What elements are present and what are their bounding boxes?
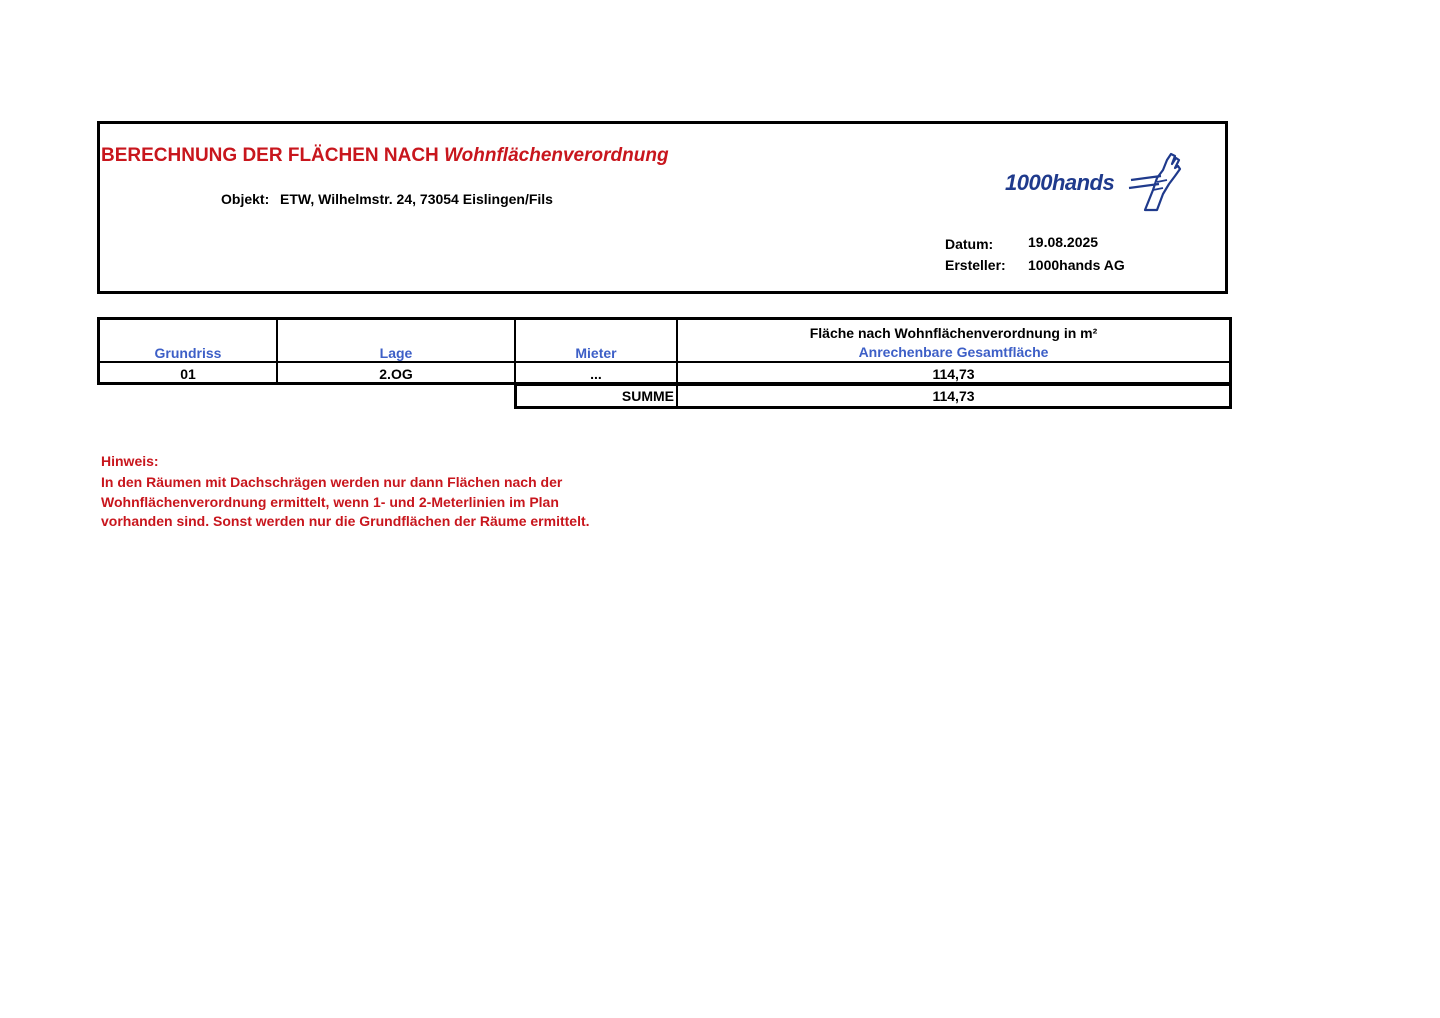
col-header-mieter: Mieter xyxy=(575,345,617,361)
title-italic: Wohnflächenverordnung xyxy=(444,145,669,166)
datum-value: 19.08.2025 xyxy=(1028,234,1099,250)
datum-label: Datum: xyxy=(945,236,994,252)
ersteller-value: 1000hands AG xyxy=(1028,257,1125,273)
cell-grundriss: 01 xyxy=(180,366,196,382)
col-header-flaeche-sub: Anrechenbare Gesamtfläche xyxy=(858,344,1049,360)
note-line: In den Räumen mit Dachschrägen werden nur dann Flächen nach der xyxy=(101,474,563,490)
note-line: vorhanden sind. Sonst werden nur die Grundflächen der Räume ermittelt. xyxy=(101,513,590,529)
title-prefix: BERECHNUNG DER FLÄCHEN NACH xyxy=(101,145,439,166)
objekt-label: Objekt: xyxy=(221,191,270,207)
cell-flaeche: 114,73 xyxy=(932,366,975,382)
page-title xyxy=(101,145,669,167)
col-header-lage: Lage xyxy=(379,345,413,361)
header-divider xyxy=(97,361,1232,363)
ersteller-label: Ersteller: xyxy=(945,257,1006,273)
note-title: Hinweis: xyxy=(101,453,159,469)
col-header-flaeche: Fläche nach Wohnflächenverordnung in m² xyxy=(809,325,1098,341)
company-logo xyxy=(1005,150,1185,215)
col-header-grundriss: Grundriss xyxy=(154,345,222,361)
summe-value: 114,73 xyxy=(932,388,975,404)
summe-label: SUMME xyxy=(621,388,674,404)
cell-lage: 2.OG xyxy=(379,366,413,382)
logo-text: 1000hands xyxy=(1005,170,1115,195)
objekt-value: ETW, Wilhelmstr. 24, 73054 Eislingen/Fils xyxy=(280,191,553,207)
note-line: Wohnflächenverordnung ermittelt, wenn 1- und 2-Meterlinien im Plan xyxy=(101,494,559,510)
hand-icon xyxy=(1123,150,1183,215)
cell-mieter: ... xyxy=(590,366,602,382)
